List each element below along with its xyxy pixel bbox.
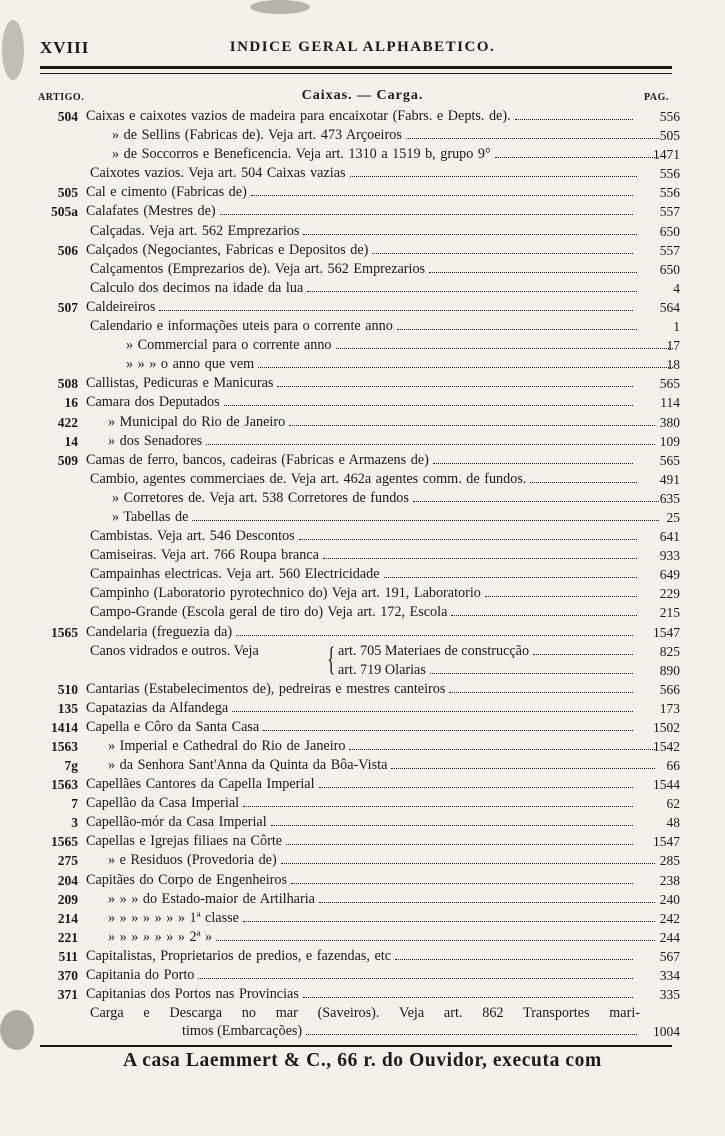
article-number: 3 — [71, 815, 78, 831]
page-ref: 109 — [659, 433, 680, 449]
article-number: 1565 — [51, 834, 78, 850]
index-entry — [0, 546, 725, 565]
header-rule-thick — [40, 66, 672, 69]
entry-text: Capellão da Casa Imperial — [86, 795, 240, 812]
article-number: 511 — [58, 948, 78, 964]
leader-dots — [349, 737, 655, 750]
entry-title — [86, 718, 636, 737]
entry-title — [86, 241, 636, 260]
entry-title — [90, 222, 640, 241]
page-column-heading: PAG. — [644, 92, 669, 103]
leader-dots — [323, 546, 637, 559]
leader-dots — [220, 202, 633, 215]
entry-title — [86, 775, 636, 794]
page-ref: 66 — [666, 758, 680, 773]
leader-dots — [232, 699, 633, 712]
leader-dots — [271, 813, 633, 826]
entry-text: » Imperial e Cathedral do Rio de Janeiro — [108, 737, 346, 754]
page-ref: 380 — [659, 414, 680, 430]
article-number: 507 — [57, 299, 78, 315]
leader-dots — [372, 241, 633, 254]
entry-title — [90, 527, 640, 546]
entry-text: » Municipal do Rio de Janeiro — [108, 413, 286, 430]
column-headings — [0, 88, 725, 106]
article-number: 371 — [57, 987, 78, 1003]
leader-dots — [406, 126, 659, 139]
leader-dots — [299, 527, 637, 540]
entry-title — [86, 202, 636, 221]
index-entry — [0, 832, 725, 851]
entry-text: Cambistas. Veja art. 546 Descontos — [90, 528, 295, 545]
page-ref: 1547 — [653, 624, 680, 640]
index-entry — [0, 680, 725, 699]
entry-text: Capitania do Porto — [86, 967, 195, 984]
article-number: 275 — [57, 853, 78, 869]
entry-title — [86, 298, 636, 317]
page-ref: 825 — [659, 643, 680, 659]
page-ref: 62 — [666, 796, 680, 812]
index-entry — [0, 1004, 725, 1040]
entry-text: » » » o anno que vem — [126, 356, 255, 373]
entry-text: » de Sellins (Fabricas de). Veja art. 473 Arçoeiros — [112, 127, 402, 144]
ink-smudge — [0, 1010, 34, 1050]
article-number: 422 — [57, 414, 78, 430]
article-number: 14 — [64, 433, 78, 449]
leader-dots — [216, 928, 655, 941]
leader-dots — [515, 107, 633, 120]
page-ref: 564 — [659, 299, 680, 315]
section-heading: Caixas. — Carga. — [301, 88, 424, 103]
leader-dots — [224, 393, 633, 406]
leader-dots — [277, 374, 633, 387]
leader-dots — [236, 623, 633, 636]
article-number: 505a — [51, 204, 78, 220]
leader-dots — [251, 183, 633, 196]
index-entry — [0, 336, 725, 355]
entry-text: » e Residuos (Provedoria de) — [108, 852, 277, 869]
entry-text: Capellães Cantores da Capella Imperial — [86, 776, 315, 793]
article-number: 1414 — [51, 719, 78, 735]
entry-title — [86, 947, 636, 966]
article-number: 16 — [64, 395, 78, 411]
article-number: 505 — [57, 185, 78, 201]
entry-text: Camas de ferro, bancos, cadeiras (Fabricas e Armazens de) — [86, 451, 429, 468]
page-ref: 334 — [659, 968, 680, 984]
entry-title — [86, 966, 636, 985]
index-entry — [0, 603, 725, 622]
index-entry — [0, 107, 725, 126]
article-number: 509 — [57, 452, 78, 468]
entry-text: Calçadas. Veja art. 562 Emprezarios — [90, 222, 300, 239]
leader-dots — [303, 222, 637, 235]
leader-dots — [336, 336, 673, 349]
index-entry — [0, 756, 725, 775]
page-ref: 933 — [659, 548, 680, 564]
index-entry — [0, 145, 725, 164]
leader-dots — [198, 966, 633, 979]
entry-title — [86, 393, 636, 412]
index-entry — [0, 260, 725, 279]
index-entry — [0, 183, 725, 202]
article-number: 510 — [57, 681, 78, 697]
entry-ref-text: art. 719 Olarias — [338, 661, 426, 678]
leader-dots — [319, 775, 633, 788]
entry-title — [86, 623, 636, 642]
entry-title — [86, 680, 636, 699]
index-entry — [0, 164, 725, 183]
page-ref: 18 — [666, 357, 680, 373]
page-ref: 229 — [659, 586, 680, 602]
entry-title — [86, 432, 658, 451]
page-ref: 556 — [659, 166, 680, 182]
page-ref: 215 — [659, 605, 680, 621]
entry-text: Camiseiras. Veja art. 766 Roupa branca — [90, 547, 319, 564]
entry-text: Callistas, Pedicuras e Manicuras — [86, 375, 274, 392]
entry-text: » Corretores de. Veja art. 538 Corretores de fundos — [112, 489, 409, 506]
index-entry — [0, 508, 725, 527]
entry-text: Calçamentos (Emprezarios de). Veja art. 562 Emprezarios — [90, 260, 426, 277]
entry-text: Calafates (Mestres de) — [86, 203, 216, 220]
leader-dots — [495, 145, 659, 158]
index-entry — [0, 947, 725, 966]
page-ref: 650 — [659, 261, 680, 277]
entry-title — [86, 871, 636, 890]
index-entry — [0, 737, 725, 756]
entry-title — [86, 451, 636, 470]
article-number: 508 — [57, 376, 78, 392]
entry-text: » » » » » » » 2ª » — [108, 928, 213, 945]
leader-dots — [281, 851, 655, 864]
article-number: 7 — [71, 796, 78, 812]
footer-rule — [40, 1045, 672, 1047]
entry-text: » da Senhora Sant'Anna da Quinta da Bôa-Vista — [108, 757, 388, 773]
page-ref: 556 — [659, 185, 680, 201]
index-entry — [0, 489, 725, 508]
leader-dots — [159, 298, 633, 311]
entry-ref-text: art. 705 Materiaes de construcção — [338, 642, 530, 659]
entry-text: » de Soccorros e Beneficencia. Veja art. 1310 a 1519 b, grupo 9° — [112, 146, 491, 163]
index-entry — [0, 699, 725, 718]
entry-title — [90, 584, 640, 603]
leader-dots — [243, 909, 655, 922]
entry-title — [86, 737, 658, 756]
index-entry — [0, 928, 725, 947]
brace: { — [327, 640, 336, 678]
leader-dots — [384, 565, 637, 578]
entry-text: Caixas e caixotes vazios de madeira para encaixotar (Fabrs. e Depts. de). — [86, 108, 511, 124]
entry-title — [86, 413, 658, 432]
entry-title — [90, 317, 640, 336]
index-entry — [0, 222, 725, 241]
entry-title — [86, 851, 658, 870]
index-entry — [0, 355, 725, 374]
page-ref: 890 — [659, 662, 680, 678]
page-ref: 1542 — [653, 738, 680, 754]
page-ref: 285 — [659, 853, 680, 869]
index-entry — [0, 985, 725, 1004]
leader-dots — [350, 164, 637, 177]
index-entry — [0, 393, 725, 412]
page-ref: 335 — [659, 987, 680, 1003]
entry-ref — [338, 642, 636, 661]
page-ref: 650 — [659, 223, 680, 239]
entry-title — [86, 832, 636, 851]
page-number: XVIII — [40, 38, 90, 57]
entry-text: Caldeireiros — [86, 298, 156, 315]
entry-title — [90, 489, 662, 508]
entry-text: Cantarias (Estabelecimentos de), pedreiras e mestres canteiros — [86, 680, 446, 697]
leader-dots — [451, 603, 637, 616]
entry-title — [86, 909, 658, 928]
entry-text: » Commercial para o corrente anno — [126, 337, 332, 354]
index-entry — [0, 584, 725, 603]
leader-dots — [291, 871, 633, 884]
ink-smudge — [250, 0, 310, 14]
page-ref: 17 — [666, 338, 680, 354]
entry-text: Capitalistas, Proprietarios de predios, e fazendas, etc — [86, 947, 392, 964]
page-ref: 565 — [659, 452, 680, 468]
entry-ref — [338, 661, 636, 680]
leader-dots — [263, 718, 633, 731]
index-entry — [0, 775, 725, 794]
page-ref: 1004 — [653, 1024, 680, 1040]
entry-text-continued — [90, 1022, 640, 1040]
entry-title — [90, 126, 662, 145]
entry-text: Cambio, agentes commerciaes de. Veja art. 462a agentes comm. de fundos. — [90, 470, 527, 487]
article-number: 1563 — [51, 777, 78, 793]
entry-text: Canos vidrados e outros. Veja — [90, 642, 259, 659]
index-entry — [0, 317, 725, 336]
entry-text: Campo-Grande (Escola geral de tiro do) Veja art. 172, Escola — [90, 604, 448, 621]
entry-text: Capatazias da Alfandega — [86, 699, 229, 716]
entry-title — [90, 145, 662, 164]
page-ref: 1502 — [653, 719, 680, 735]
article-number: 221 — [57, 929, 78, 945]
entry-title — [90, 279, 640, 298]
article-number: 506 — [57, 242, 78, 258]
entry-title — [86, 794, 636, 813]
entry-text: Caixotes vazios. Veja art. 504 Caixas vazias — [90, 165, 346, 182]
article-number: 209 — [57, 891, 78, 907]
leader-dots — [449, 680, 633, 693]
page-ref: 1547 — [653, 834, 680, 850]
entry-text: Cal e cimento (Fabricas de) — [86, 184, 247, 201]
article-number: 214 — [57, 910, 78, 926]
leader-dots — [397, 317, 637, 330]
index-entry — [0, 470, 725, 489]
entry-text: Campinho (Laboratorio pyrotechnico do) Veja art. 191, Laboratorio — [90, 585, 481, 602]
index-entry-split — [0, 642, 725, 680]
leader-dots — [430, 661, 633, 674]
page-header — [0, 38, 725, 60]
entry-title — [86, 107, 636, 126]
leader-dots — [485, 584, 637, 597]
header-rule-thin — [40, 73, 672, 74]
article-number: 204 — [57, 872, 78, 888]
page-ref: 641 — [659, 529, 680, 545]
leader-dots — [303, 985, 633, 998]
page-ref: 48 — [666, 815, 680, 831]
leader-dots — [286, 832, 633, 845]
index-entry — [0, 966, 725, 985]
leader-dots — [307, 279, 637, 292]
entry-title — [86, 890, 658, 909]
page-ref: 567 — [659, 948, 680, 964]
entry-title — [86, 928, 658, 947]
entry-text: » Tabellas de — [112, 508, 189, 525]
page-ref: 557 — [659, 242, 680, 258]
page-ref: 565 — [659, 376, 680, 392]
index-entry — [0, 718, 725, 737]
index-entry — [0, 451, 725, 470]
entry-text: Capitães do Corpo de Engenheiros — [86, 871, 288, 888]
index-entry — [0, 279, 725, 298]
entry-text: Calçados (Negociantes, Fabricas e Depositos de) — [86, 241, 369, 258]
article-number: 135 — [57, 700, 78, 716]
leader-dots — [391, 756, 655, 769]
page-ref: 114 — [660, 395, 680, 411]
leader-dots — [243, 794, 633, 807]
page-ref: 557 — [659, 204, 680, 220]
entry-text: » dos Senadores — [108, 432, 203, 449]
page-ref: 242 — [659, 910, 680, 926]
entry-text: Capellão-mór da Casa Imperial — [86, 814, 267, 831]
page-ref: 173 — [659, 700, 680, 716]
index-entry — [0, 565, 725, 584]
entry-text: Capella e Côro da Santa Casa — [86, 718, 260, 735]
entry-text: » » » » » » » 1ª classe — [108, 909, 239, 926]
entry-text: timos (Embarcações) — [182, 1023, 303, 1040]
entry-text: Candelaria (freguezia da) — [86, 623, 233, 640]
article-number: 504 — [57, 109, 78, 124]
leader-dots — [192, 508, 659, 521]
index-entry — [0, 374, 725, 393]
index-entry — [0, 623, 725, 642]
entry-title — [90, 164, 640, 183]
leader-dots — [429, 260, 637, 273]
entry-text: Capellas e Igrejas filiaes na Côrte — [86, 833, 283, 850]
footer-advert: A casa Laemmert & C., 66 r. do Ouvidor, executa com — [123, 1050, 602, 1071]
page-ref: 635 — [659, 490, 680, 506]
index-entry — [0, 909, 725, 928]
index-entry — [0, 241, 725, 260]
entry-title — [86, 374, 636, 393]
entry-title — [90, 603, 640, 622]
entry-title — [86, 756, 658, 775]
index-entry — [0, 202, 725, 221]
page-ref: 505 — [659, 128, 680, 144]
index-entry — [0, 413, 725, 432]
article-number: 7g — [64, 758, 78, 773]
article-number: 1563 — [51, 738, 78, 754]
entry-title — [90, 336, 676, 355]
ink-smudge — [2, 20, 24, 80]
article-column-heading: ARTIGO. — [38, 92, 85, 103]
entry-title — [90, 565, 640, 584]
leader-dots — [306, 1022, 637, 1035]
page-ref: 240 — [659, 891, 680, 907]
entry-title — [86, 985, 636, 1004]
leader-dots — [289, 413, 655, 426]
entry-title — [86, 699, 636, 718]
entry-title — [86, 813, 636, 832]
index-entry — [0, 794, 725, 813]
leader-dots — [413, 489, 659, 502]
page-ref: 25 — [666, 509, 680, 525]
index-entry — [0, 890, 725, 909]
leader-dots — [533, 642, 633, 655]
entry-text: Calendario e informações uteis para o corrente anno — [90, 318, 393, 335]
leader-dots — [530, 470, 637, 483]
entry-text: Campainhas electricas. Veja art. 560 Electricidade — [90, 566, 380, 583]
entry-title — [90, 355, 676, 374]
entry-title — [90, 470, 640, 489]
index-entry — [0, 432, 725, 451]
entry-text: Carga e Descarga no mar (Saveiros). Veja art. 862 Transportes mari- — [90, 1005, 640, 1022]
page-ref: 556 — [659, 109, 680, 124]
article-number: 1565 — [51, 624, 78, 640]
page-ref: 491 — [659, 471, 680, 487]
page-ref: 244 — [659, 929, 680, 945]
index-entry — [0, 813, 725, 832]
entry-title — [90, 260, 640, 279]
index-entry — [0, 871, 725, 890]
index-entry — [0, 126, 725, 145]
entry-text: » » » do Estado-maior de Artilharia — [108, 890, 315, 907]
index-entry — [0, 527, 725, 546]
index-entry — [0, 298, 725, 317]
leader-dots — [319, 890, 655, 903]
entry-title — [90, 1004, 640, 1040]
entry-text: Capitanias dos Portos nas Provincias — [86, 986, 299, 1003]
index-entries — [0, 107, 725, 1040]
article-number: 370 — [57, 968, 78, 984]
page-ref: 238 — [659, 872, 680, 888]
page-ref: 1 — [673, 319, 680, 335]
entry-text: Calculo dos decimos na idade da lua — [90, 279, 304, 296]
index-entry — [0, 851, 725, 870]
page-title: INDICE GERAL ALPHABETICO. — [229, 39, 496, 55]
entry-text: Camara dos Deputados — [86, 394, 220, 411]
entry-title — [86, 183, 636, 202]
entry-title — [90, 508, 662, 527]
page-ref: 649 — [659, 567, 680, 583]
entry-title — [90, 546, 640, 565]
page-ref: 1471 — [653, 147, 680, 163]
page-ref: 1544 — [653, 777, 680, 793]
page-ref: 4 — [673, 280, 680, 296]
leader-dots — [206, 432, 655, 445]
leader-dots — [433, 451, 633, 464]
leader-dots — [258, 355, 673, 368]
leader-dots — [395, 947, 633, 960]
page-ref: 566 — [659, 681, 680, 697]
